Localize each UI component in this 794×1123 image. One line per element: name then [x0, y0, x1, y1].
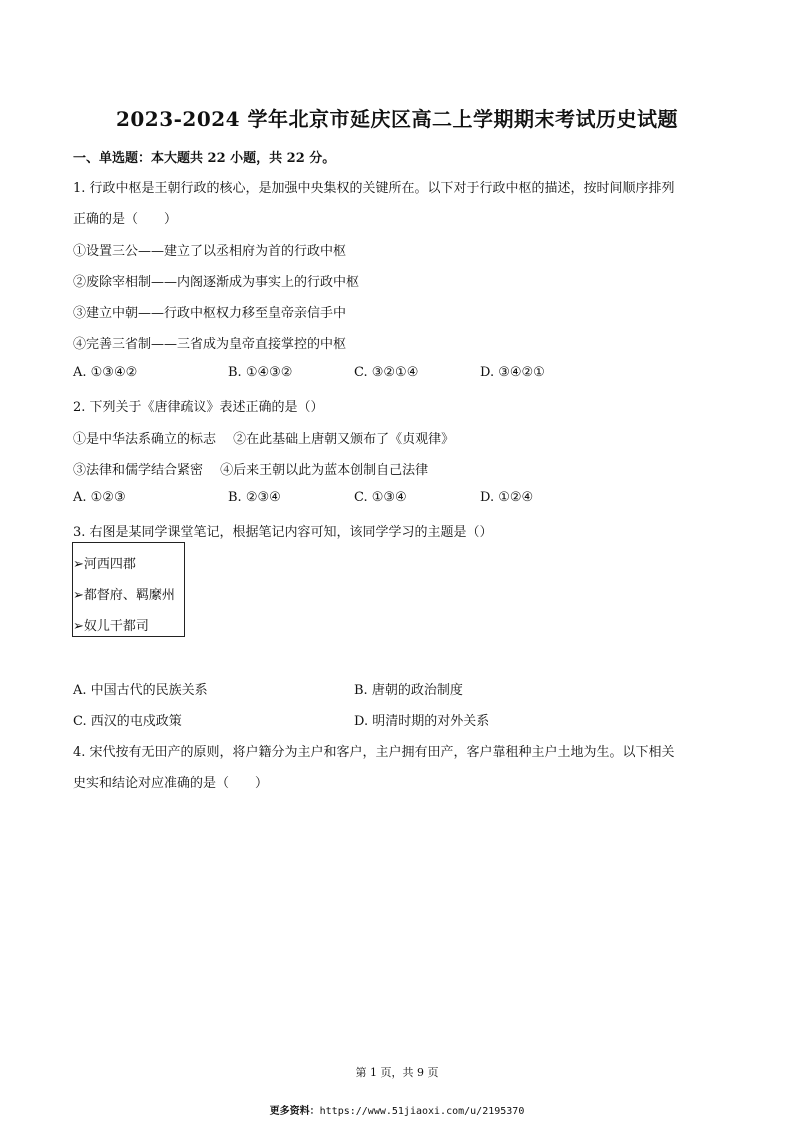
q3-note-item: ➢都督府、羁縻州	[73, 588, 175, 603]
q1-item-2: ②废除宰相制——内阁逐渐成为事实上的行政中枢	[73, 275, 360, 290]
q1-option-b: B. ①④③②	[228, 365, 293, 380]
q1-option-d: D. ③④②①	[480, 365, 545, 380]
q2-option-c: C. ①③④	[354, 490, 407, 505]
q3-notes-box	[72, 542, 185, 637]
q2-stem: 2. 下列关于《唐律疏议》表述正确的是（）	[73, 400, 324, 415]
page-title: 2023-2024 学年北京市延庆区高二上学期期末考试历史试题	[115, 107, 679, 131]
q2-items-line2: ③法律和儒学结合紧密 ④后来王朝以此为蓝本创制自己法律	[73, 463, 429, 478]
q3-note-item: ➢奴儿干都司	[73, 619, 149, 634]
q1-option-c: C. ③②①④	[354, 365, 419, 380]
q2-option-b: B. ②③④	[228, 490, 281, 505]
more-resources-line	[0, 1102, 794, 1117]
q3-option-b: B. 唐朝的政治制度	[354, 683, 463, 698]
q2-option-d: D. ①②④	[480, 490, 534, 505]
q3-stem: 3. 右图是某同学课堂笔记，根据笔记内容可知，该同学学习的主题是（）	[73, 525, 493, 540]
section-heading: 一、单选题：本大题共 22 小题，共 22 分。	[73, 151, 336, 166]
more-resources-label: 更多资料：	[269, 1106, 320, 1117]
q3-option-c: C. 西汉的屯戍政策	[73, 714, 182, 729]
q4-stem-line1: 4. 宋代按有无田产的原则，将户籍分为主户和客户，主户拥有田产，客户靠租种主户土地为生。以下相关	[73, 745, 675, 760]
more-resources-link[interactable]: https://www.51jiaoxi.com/u/2195370	[319, 1106, 525, 1117]
q2-items-line1: ①是中华法系确立的标志 ②在此基础上唐朝又颁布了《贞观律》	[73, 432, 455, 447]
q1-stem-line1: 1. 行政中枢是王朝行政的核心，是加强中央集权的关键所在。以下对于行政中枢的描述，按时间顺序排列	[73, 181, 675, 196]
q3-option-a: A. 中国古代的民族关系	[73, 683, 208, 698]
q3-option-d: D. 明清时期的对外关系	[354, 714, 490, 729]
q3-note-item: ➢河西四郡	[73, 557, 136, 572]
q2-option-a: A. ①②③	[73, 490, 126, 505]
page-number: 第 1 页，共 9 页	[355, 1066, 439, 1079]
q1-stem-line2: 正确的是（ ）	[73, 212, 178, 227]
q1-option-a: A. ①③④②	[73, 365, 138, 380]
q4-stem-line2: 史实和结论对应准确的是（ ）	[73, 776, 269, 791]
q1-item-4: ④完善三省制——三省成为皇帝直接掌控的中枢	[73, 337, 347, 352]
q1-item-1: ①设置三公——建立了以丞相府为首的行政中枢	[73, 244, 347, 259]
q1-item-3: ③建立中朝——行政中枢权力移至皇帝亲信手中	[73, 306, 347, 321]
